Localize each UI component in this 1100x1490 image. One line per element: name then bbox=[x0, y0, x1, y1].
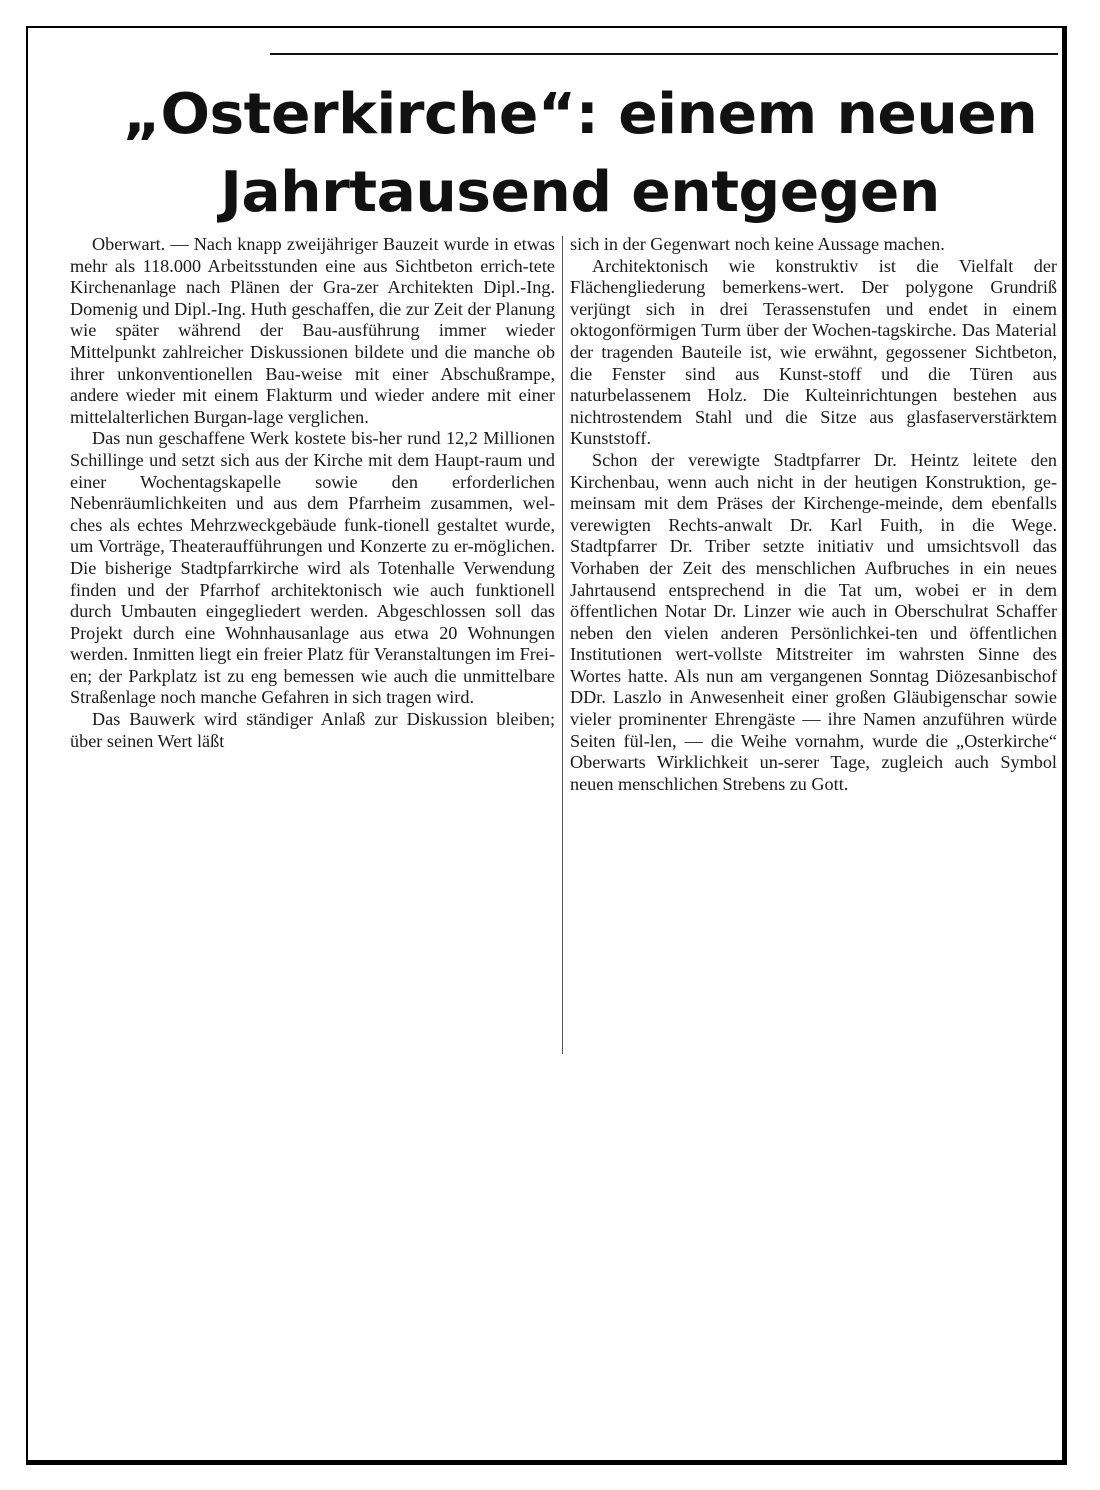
headline-line-2: Jahrtausend entgegen bbox=[220, 160, 940, 225]
paragraph: Oberwart. — Nach knapp zweijähriger Bauzeit wurde in etwas mehr als 118.000 Arbeitsstunden eine aus Sichtbeton errich-tete Kirchenanlage nach Plänen der Gra-zer Architekten Dipl.-Ing. Domenig und Dipl.-Ing. Huth geschaffen, die zur Zeit der Planung wie später während der Bau-ausführung immer wieder Mittelpunkt zahlreicher Diskussionen bildete und die manche ob ihrer unkonventionellen Bau-weise mit einer Abschußrampe, andere wieder mit einem Flakturm und wieder andere mit einer mittelalterlichen Burgan-lage verglichen. bbox=[70, 234, 555, 427]
paragraph: Das Bauwerk wird ständiger Anlaß zur Diskussion bleiben; über seinen Wert läßt bbox=[70, 709, 555, 751]
column-divider bbox=[562, 236, 563, 1054]
headline bbox=[60, 76, 1100, 232]
paragraph: sich in der Gegenwart noch keine Aussage machen. bbox=[570, 234, 945, 254]
left-column bbox=[70, 234, 555, 752]
paragraph: Schon der verewigte Stadtpfarrer Dr. Heintz leitete den Kirchenbau, wenn auch nicht in der heutigen Konstruktion, ge-meinsam mit dem Präses der Kirchenge-meinde, dem ebenfalls verewigten Rechts-anwalt Dr. Karl Fuith, in die Wege. Stadtpfarrer Dr. Triber setzte initiativ und umsichtsvoll das Vorhaben der Zeit des menschlichen Aufbruches in ein neues Jahrtausend entsprechend in die Tat um, wobei er in dem öffentlichen Notar Dr. Linzer wie auch in Oberschulrat Schaffer neben den vielen anderen Persönlichkei-ten und öffentlichen Institutionen wert-vollste Mitstreiter im wahrsten Sinne des Wortes hatte. Als nun am vergangenen Sonntag Diözesanbischof DDr. Laszlo in Anwesenheit einer großen Gläubigenschar sowie vieler prominenter Ehrengäste — ihre Namen anzuführen würde Seiten fül-len, — die Weihe vornahm, wurde die „Osterkirche“ Oberwarts Wirklichkeit un-serer Tage, zugleich auch Symbol neuen menschlichen Strebens zu Gott. bbox=[570, 449, 1057, 794]
headline-line-1: „Osterkirche“: einem neuen bbox=[122, 82, 1038, 147]
paragraph: Das nun geschaffene Werk kostete bis-her rund 12,2 Millionen Schillinge und setzt sich aus der Kirche mit dem Haupt-raum und einer Wochentagskapelle sowie den erforderlichen Nebenräumlichkeiten und aus dem Pfarrheim zusammen, wel-ches als echtes Mehrzweckgebäude funk-tionell gestaltet wurde, um Vorträge, Theateraufführungen und Konzerte zu er-möglichen. Die bisherige Stadtpfarrkirche wird als Totenhalle Verwendung finden und der Pfarrhof architektonisch wie auch funktionell durch Umbauten eingegliedert werden. Abgeschlossen soll das Projekt durch eine Wohnhausanlage aus etwa 20 Wohnungen werden. Inmitten liegt ein freier Platz für Veranstaltungen im Frei-en; der Parkplatz ist zu eng bemessen wie auch die unmittelbare Straßenlage noch manche Gefahren in sich tragen wird. bbox=[70, 428, 555, 708]
paragraph: Architektonisch wie konstruktiv ist die Vielfalt der Flächengliederung bemerkens-wert. Der polygone Grundriß verjüngt sich in drei Terassenstufen und endet in einem oktogonförmigen Turm über der Wochen-tagskirche. Das Material der tragenden Bauteile ist, wie erwähnt, gegossener Sichtbeton, die Fenster sind aus Kunst-stoff und die Türen aus naturbelassenem Holz. Die Kulteinrichtungen bestehen aus nichtrostendem Stahl und die Sitze aus glasfaserverstärktem Kunststoff. bbox=[570, 255, 1057, 449]
right-column bbox=[570, 234, 1057, 795]
top-rule bbox=[270, 53, 1058, 55]
